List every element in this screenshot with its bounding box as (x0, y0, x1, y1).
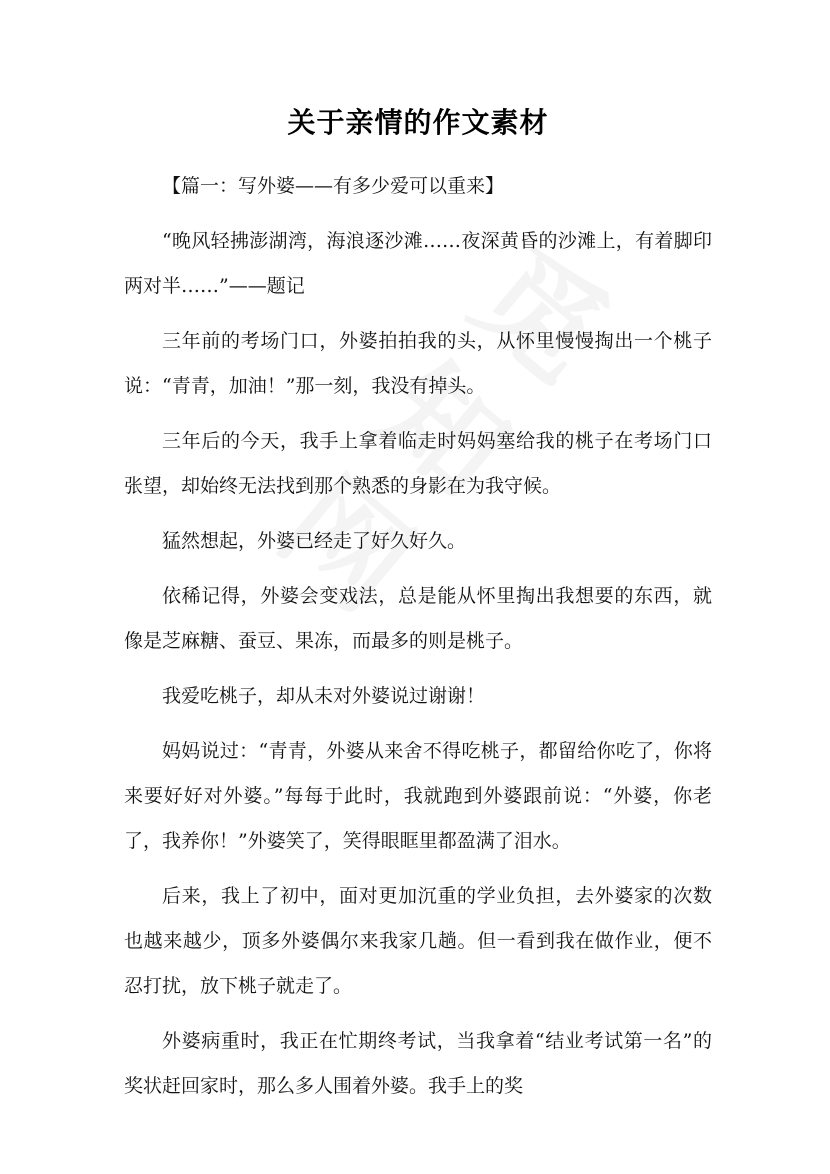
body-paragraph: 猛然想起，外婆已经走了好久好久。 (162, 530, 467, 552)
body-paragraph: 依稀记得，外婆会变戏法，总是能从怀里掏出我想要的东西，就像是芝麻糖、蚕豆、果冻，而最多的则是桃子。 (124, 585, 712, 652)
body-paragraph: 我爱吃桃子，却从未对外婆说过谢谢！ (162, 685, 486, 707)
body-paragraph: 三年后的今天，我手上拿着临走时妈妈塞给我的桃子在考场门口张望，却始终无法找到那个熟悉的身影在为我守候。 (124, 430, 712, 497)
epigraph-paragraph: “晚风轻拂澎湖湾，海浪逐沙滩……夜深黄昏的沙滩上，有着脚印两对半……”——题记 (124, 230, 712, 297)
body-paragraph: 后来，我上了初中，面对更加沉重的学业负担，去外婆家的次数也越来越少，顶多外婆偶尔来我家几趟。但一看到我在做作业，便不忍打扰，放下桃子就走了。 (124, 885, 712, 997)
body-paragraph: 妈妈说过：“青青，外婆从来舍不得吃桃子，都留给你吃了，你将来要好好对外婆。”每每于此时，我就跑到外婆跟前说：“外婆，你老了，我养你！”外婆笑了，笑得眼眶里都盈满了泪水。 (124, 740, 712, 852)
document-body (124, 98, 712, 1119)
document-title: 关于亲情的作文素材 (287, 106, 549, 139)
body-paragraph: 三年前的考场门口，外婆拍拍我的头，从怀里慢慢掏出一个桃子说：“青青，加油！”那一刻，我没有掉头。 (124, 330, 712, 397)
body-paragraph: 外婆病重时，我正在忙期终考试，当我拿着“结业考试第一名”的奖状赶回家时，那么多人围着外婆。我手上的奖 (124, 1030, 712, 1097)
section-heading: 【篇一：写外婆——有多少爱可以重来】 (162, 175, 505, 197)
